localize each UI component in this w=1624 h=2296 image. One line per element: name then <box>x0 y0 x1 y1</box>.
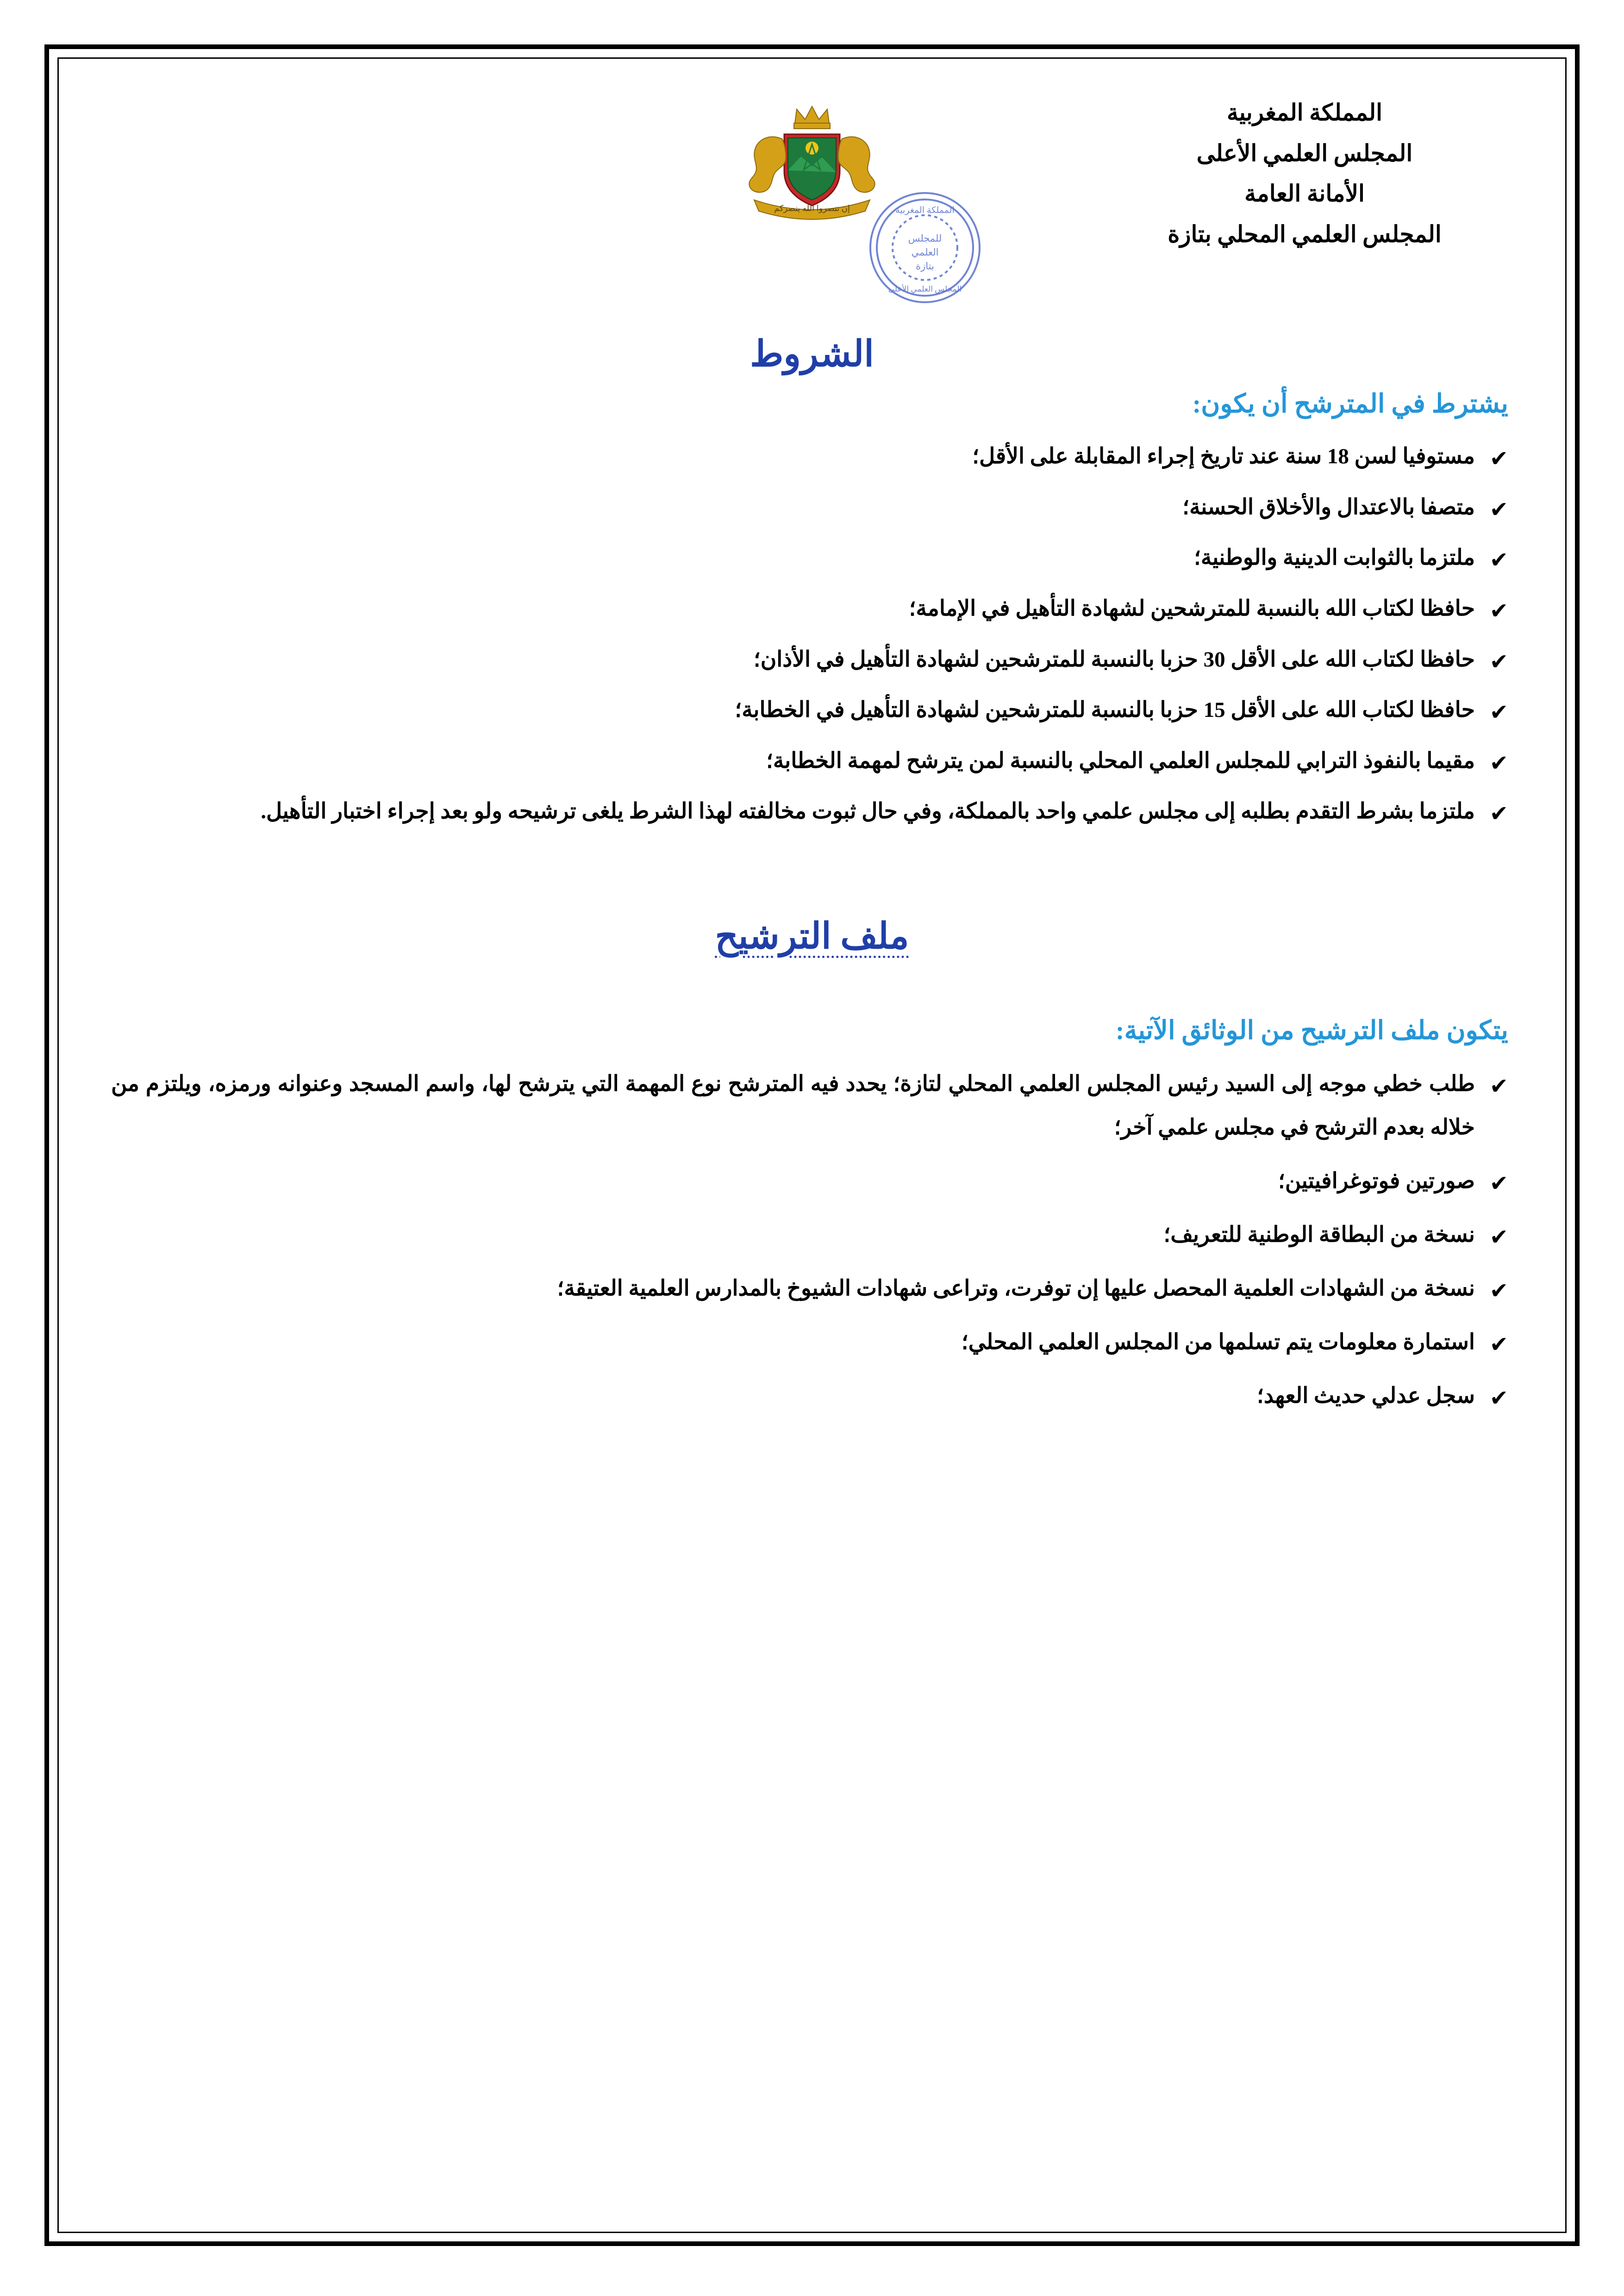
list-item-text: نسخة من الشهادات العلمية المحصل عليها إن توفرت، وتراعى شهادات الشيوخ بالمدارس العلمية العتيقة؛ <box>557 1276 1475 1301</box>
header-line-local-council: المجلس العلمي المحلي بتازة <box>1168 221 1442 247</box>
svg-text:للمجلس: للمجلس <box>908 233 942 244</box>
application-file-section <box>97 915 1527 1418</box>
check-icon: ✔ <box>1489 496 1508 523</box>
list-item <box>111 1062 1508 1149</box>
list-item <box>111 436 1508 478</box>
list-item <box>111 740 1508 783</box>
list-item-text: استمارة معلومات يتم تسلمها من المجلس العلمي المحلي؛ <box>961 1330 1475 1355</box>
list-item <box>111 639 1508 681</box>
list-item-text: حافظا لكتاب الله بالنسبة للمترشحين لشهادة التأهيل في الإمامة؛ <box>909 596 1475 621</box>
svg-text:بتازة: بتازة <box>916 261 934 272</box>
check-icon: ✔ <box>1489 1224 1508 1251</box>
conditions-lead: يشترط في المترشح أن يكون: <box>1192 390 1508 418</box>
conditions-title: الشروط <box>750 334 874 374</box>
list-item <box>111 588 1508 630</box>
application-file-lead: يتكون ملف الترشيح من الوثائق الآتية: <box>1115 1016 1508 1045</box>
official-stamp-icon <box>842 180 1008 315</box>
list-item <box>111 1213 1508 1257</box>
list-item <box>111 537 1508 579</box>
list-item <box>111 790 1508 833</box>
check-icon: ✔ <box>1489 801 1508 827</box>
list-item-text: سجل عدلي حديث العهد؛ <box>1256 1384 1475 1408</box>
list-item-text: طلب خطي موجه إلى السيد رئيس المجلس العلمي المحلي لتازة؛ يحدد فيه المترشح نوع المهمة التي يترشح لها، واسم المسجد وعنوانه ورمزه، ويلتزم من خلاله بعدم الترشح في مجلس علمي آخر؛ <box>111 1072 1475 1140</box>
list-item-text: نسخة من البطاقة الوطنية للتعريف؛ <box>1163 1223 1475 1247</box>
check-icon: ✔ <box>1489 648 1508 675</box>
header-line-secretariat: الأمانة العامة <box>1244 180 1365 206</box>
check-icon: ✔ <box>1489 1278 1508 1304</box>
conditions-section <box>97 333 1527 833</box>
header-titles <box>1096 93 1513 255</box>
list-item <box>111 1267 1508 1310</box>
svg-text:المملكة المغربية: المملكة المغربية <box>895 205 955 215</box>
document-content <box>69 69 1555 2220</box>
check-icon: ✔ <box>1489 1170 1508 1197</box>
header-line-council: المجلس العلمي الأعلى <box>1196 140 1413 166</box>
check-icon: ✔ <box>1489 750 1508 776</box>
check-icon: ✔ <box>1489 597 1508 624</box>
list-item-text: مستوفيا لسن 18 سنة عند تاريخ إجراء المقابلة على الأقل؛ <box>972 444 1475 468</box>
list-item-text: صورتين فوتوغرافيتين؛ <box>1278 1169 1475 1194</box>
check-icon: ✔ <box>1489 446 1508 472</box>
list-item-text: مقيما بالنفوذ الترابي للمجلس العلمي المحلي بالنسبة لمن يترشح لمهمة الخطابة؛ <box>766 748 1475 773</box>
check-icon: ✔ <box>1489 699 1508 726</box>
document-header <box>97 88 1527 329</box>
svg-text:المجلس العلمي الأعلى: المجلس العلمي الأعلى <box>888 285 962 293</box>
check-icon: ✔ <box>1489 1385 1508 1412</box>
list-item <box>111 486 1508 529</box>
list-item-text: ملتزما بشرط التقدم بطلبه إلى مجلس علمي واحد بالمملكة، وفي حال ثبوت مخالفته لهذا الشرط يلغى ترشيحه ولو بعد إجراء اختبار التأهيل. <box>261 799 1475 824</box>
list-item-text: حافظا لكتاب الله على الأقل 30 حزبا بالنسبة للمترشحين لشهادة التأهيل في الأذان؛ <box>753 647 1475 672</box>
application-file-title: ملف الترشيح <box>715 916 909 957</box>
header-line-kingdom: المملكة المغربية <box>1227 100 1382 125</box>
list-item-text: ملتزما بالثوابت الدينية والوطنية؛ <box>1193 546 1475 570</box>
list-item <box>111 1320 1508 1364</box>
list-item-text: متصفا بالاعتدال والأخلاق الحسنة؛ <box>1182 495 1475 519</box>
svg-text:العلمي: العلمي <box>911 247 939 258</box>
section-spacer <box>97 841 1527 911</box>
application-file-list <box>97 1062 1527 1418</box>
list-item <box>111 1159 1508 1203</box>
check-icon: ✔ <box>1489 1332 1508 1358</box>
svg-text:إن تنصروا الله ينصركم: إن تنصروا الله ينصركم <box>774 204 850 213</box>
list-item-text: حافظا لكتاب الله على الأقل 15 حزبا بالنسبة للمترشحين لشهادة التأهيل في الخطابة؛ <box>735 698 1475 722</box>
check-icon: ✔ <box>1489 547 1508 573</box>
title-spacer <box>97 969 1527 1002</box>
list-item <box>111 689 1508 732</box>
check-icon: ✔ <box>1489 1073 1508 1100</box>
list-item <box>111 1374 1508 1418</box>
conditions-list <box>97 436 1527 833</box>
